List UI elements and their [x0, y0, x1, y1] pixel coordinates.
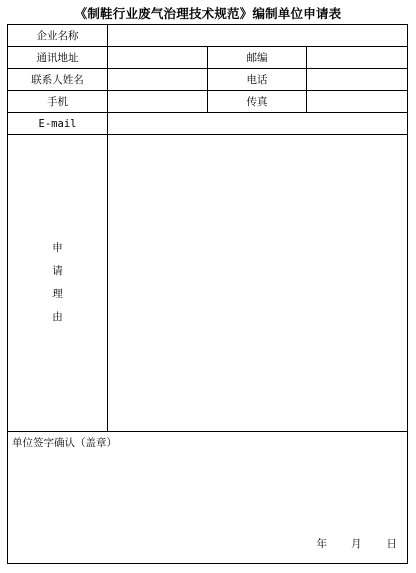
reason-field[interactable]	[108, 135, 408, 432]
email-field[interactable]	[108, 113, 408, 135]
row-reason	[8, 135, 408, 432]
company-name-label: 企业名称	[8, 25, 108, 47]
company-name-field[interactable]	[108, 25, 408, 47]
signature-label: 单位签字确认（盖章）	[12, 437, 117, 449]
row-email	[8, 113, 408, 135]
mobile-label: 手机	[8, 91, 108, 113]
reason-label-char: 申	[52, 242, 63, 254]
email-label: E-mail	[8, 113, 108, 135]
row-signature	[8, 432, 408, 564]
address-label: 通讯地址	[8, 47, 108, 69]
address-field[interactable]	[108, 47, 208, 69]
postcode-field[interactable]	[307, 47, 408, 69]
row-contact	[8, 69, 408, 91]
signature-date	[317, 536, 398, 551]
row-company-name	[8, 25, 408, 47]
contact-name-label: 联系人姓名	[8, 69, 108, 91]
reason-label-char: 请	[52, 265, 63, 277]
mobile-field[interactable]	[108, 91, 208, 113]
postcode-label: 邮编	[208, 47, 307, 69]
form-title: 《制鞋行业废气治理技术规范》编制单位申请表	[74, 6, 342, 21]
fax-field[interactable]	[307, 91, 408, 113]
phone-field[interactable]	[307, 69, 408, 91]
application-form-table	[7, 24, 408, 564]
fax-label: 传真	[208, 91, 307, 113]
contact-name-field[interactable]	[108, 69, 208, 91]
reason-label-cell	[8, 135, 108, 432]
row-mobile	[8, 91, 408, 113]
reason-label-char: 由	[52, 311, 63, 323]
phone-label: 电话	[208, 69, 307, 91]
row-address	[8, 47, 408, 69]
date-month-label: 月	[351, 538, 362, 550]
reason-label-char: 理	[52, 288, 63, 300]
date-day-label: 日	[386, 538, 398, 550]
signature-field[interactable]	[8, 432, 408, 564]
reason-label	[8, 135, 107, 431]
date-year-label: 年	[316, 538, 328, 550]
